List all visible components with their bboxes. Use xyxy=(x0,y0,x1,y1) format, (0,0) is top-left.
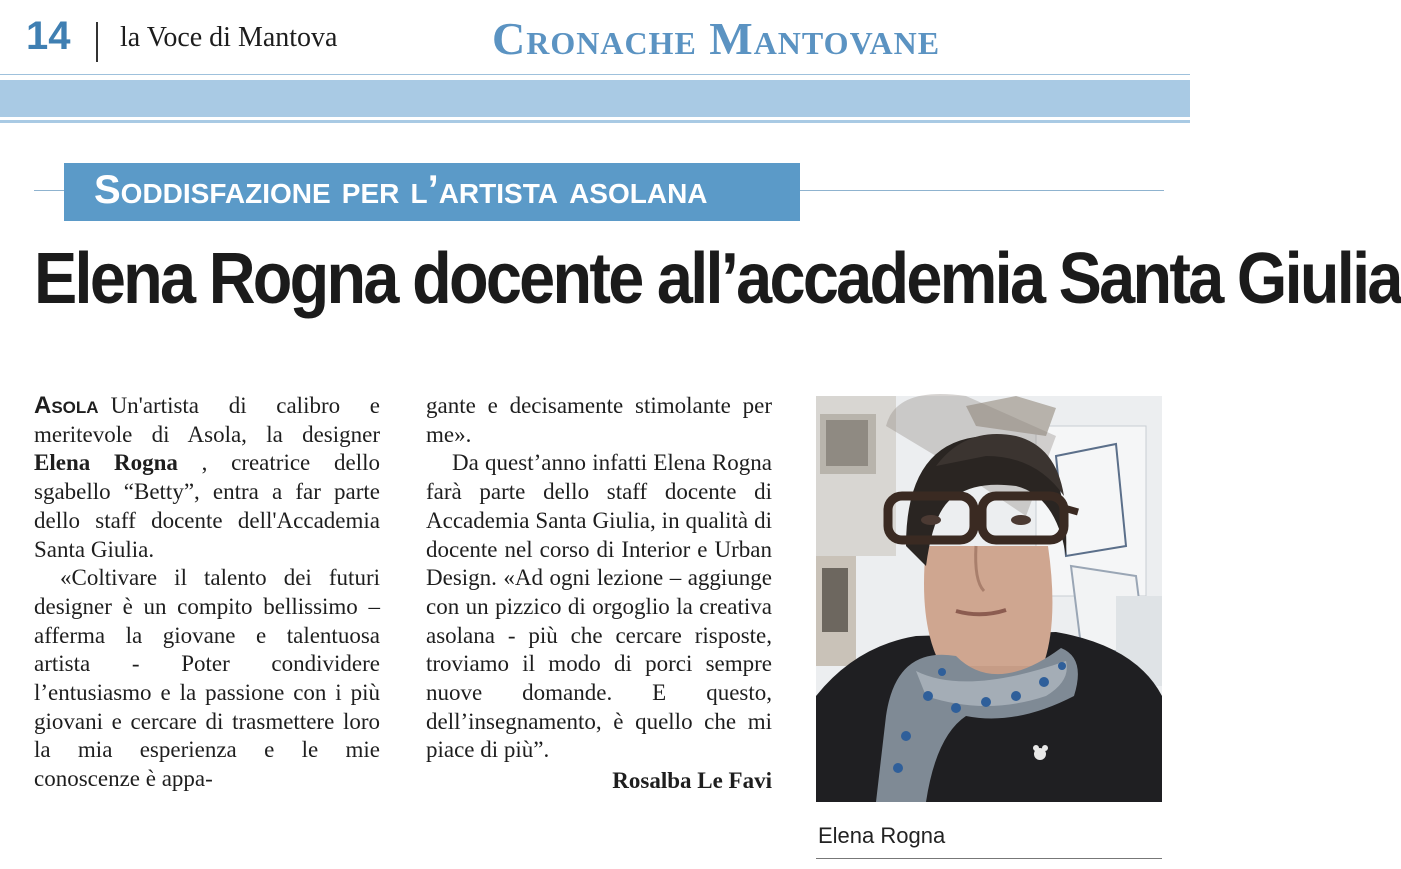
section-title: Cronache Mantovane xyxy=(492,13,941,64)
paragraph xyxy=(34,392,380,564)
header-band xyxy=(0,80,1190,117)
paragraph: Da quest’anno infatti Elena Rogna farà parte dello staff docente di Accademia Santa Giulia, in qualità di docente nel corso di Interior e Urban Design. «Ad ogni lezione – aggiunge con un pizzico di orgoglio la creativa asolana - più che cercare risposte, troviamo il modo di porci sempre nuove domande. E questo, dell’insegnamento, è quello che mi piace di più”. xyxy=(426,450,772,763)
band-rule xyxy=(0,120,1190,123)
subject-name: Elena Rogna xyxy=(34,450,178,476)
photo-caption: Elena Rogna xyxy=(818,823,946,848)
portrait-illustration xyxy=(816,396,1162,802)
header-separator xyxy=(96,22,98,62)
paragraph: «Coltivare il talento dei futuri designer è un compito bellissimo – afferma la giovane e talentuosa artista - Poter condividere l’entusiasmo e la passione con i più giovani e cercare di trasmettere loro la mia esperienza e le mie conoscenze è appa- xyxy=(34,565,380,792)
page-number: 14 xyxy=(26,14,71,58)
headline: Elena Rogna docente all’accademia Santa Giulia xyxy=(34,239,1401,319)
text-run: Un'artista di calibro e meritevole di Asola, la designer xyxy=(34,393,380,447)
article-column-2 xyxy=(426,392,772,796)
header-rule xyxy=(0,74,1190,75)
text-run: , creatrice dello sgabello “Betty”, entra a far parte dello staff docente dell'Accademia Santa Giulia. xyxy=(34,450,380,562)
byline: Rosalba Le Favi xyxy=(612,768,772,794)
paragraph: gante e decisamente stimolante per me». xyxy=(426,393,772,447)
kicker: Soddisfazione per l’artista asolana xyxy=(94,168,708,212)
portrait-photo xyxy=(816,396,1162,802)
article-column-1 xyxy=(34,392,380,794)
dateline: Asola xyxy=(34,392,99,419)
masthead: la Voce di Mantova xyxy=(120,22,338,53)
caption-rule xyxy=(816,858,1162,859)
